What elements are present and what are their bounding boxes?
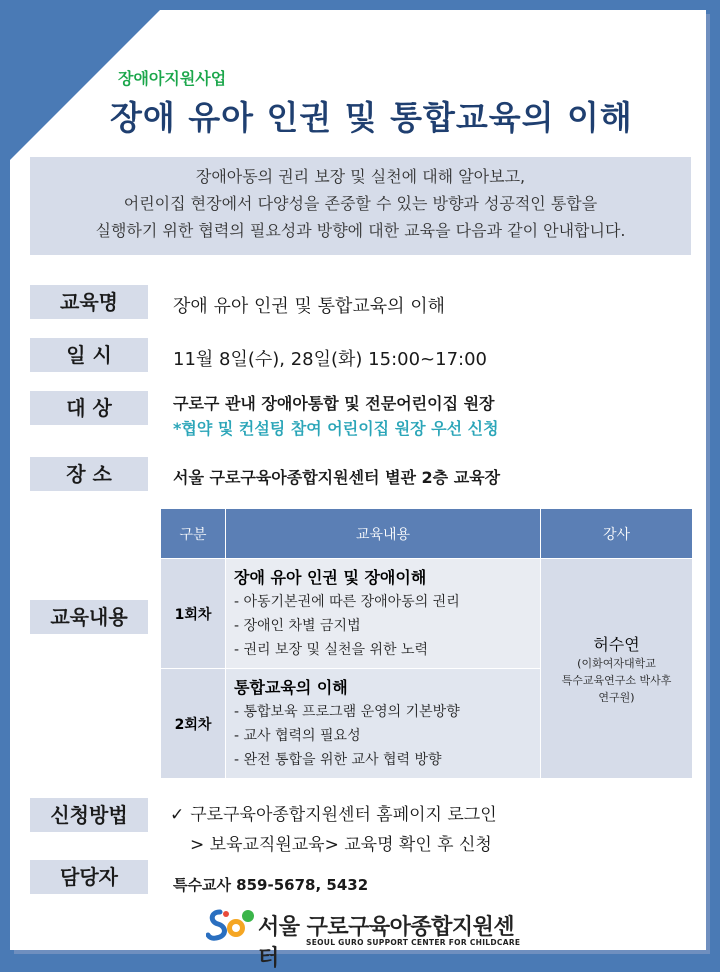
center-logo bbox=[206, 906, 526, 971]
intro-line-1: 장애아동의 권리 보장 및 실천에 대해 알아보고, bbox=[195, 167, 526, 186]
intro-line-2: 어린이집 현장에서 다양성을 존중할 수 있는 방향과 성공적인 통합을 bbox=[123, 194, 598, 213]
table-header-row bbox=[161, 509, 693, 559]
lecturer-affiliation-1: (이화여자대학교 bbox=[577, 656, 656, 670]
list-item: - 아동기본권에 따른 장애아동의 권리 bbox=[234, 594, 460, 610]
apply-line-1 bbox=[170, 800, 497, 830]
list-item: - 통합보육 프로그램 운영의 기본방향 bbox=[234, 704, 460, 720]
label-target: 대 상 bbox=[30, 391, 148, 425]
contact-value: 특수교사 859-5678, 5432 bbox=[173, 876, 369, 894]
course-table bbox=[160, 508, 693, 779]
label-date: 일 시 bbox=[30, 338, 148, 372]
target-notice: *협약 및 컨설팅 참여 어린이집 원장 우선 신청 bbox=[173, 419, 499, 438]
session-2: 2회차 bbox=[161, 669, 226, 779]
lecturer-name: 허수연 bbox=[593, 634, 640, 654]
poster-sheet bbox=[10, 10, 706, 971]
session-1-topic: 장애 유아 인권 및 장애이해 bbox=[234, 568, 427, 587]
logo-mark-icon bbox=[206, 906, 256, 946]
target-value: 구로구 관내 장애아통합 및 전문어린이집 원장 bbox=[173, 394, 495, 413]
session-1-content bbox=[226, 559, 541, 669]
lecturer-affiliation-2: 특수교육연구소 박사후 bbox=[561, 673, 672, 687]
logo-korean-name: 서울 구로구육아종합지원센터 bbox=[258, 915, 515, 971]
header-content: 교육내용 bbox=[226, 509, 541, 559]
intro-line-3: 실행하기 위한 협력의 필요성과 방향에 대한 교육을 다음과 같이 안내합니다. bbox=[95, 221, 626, 240]
date-value: 11월 8일(수), 28일(화) 15:00~17:00 bbox=[173, 349, 488, 370]
session-2-topic: 통합교육의 이해 bbox=[234, 678, 348, 697]
label-content: 교육내용 bbox=[30, 600, 148, 634]
apply-method bbox=[170, 800, 497, 860]
page-title: 장애 유아 인권 및 통합교육의 이해 bbox=[110, 98, 633, 137]
label-course-name: 교육명 bbox=[30, 285, 148, 319]
table-row bbox=[161, 559, 693, 669]
label-contact: 담당자 bbox=[30, 860, 148, 894]
apply-step-1: 구로구육아종합지원센터 홈페이지 로그인 bbox=[190, 805, 497, 825]
lecturer-cell bbox=[541, 559, 693, 779]
label-place: 장 소 bbox=[30, 457, 148, 491]
list-item: - 교사 협력의 필요성 bbox=[234, 728, 361, 744]
list-item: - 권리 보장 및 실천을 위한 노력 bbox=[234, 642, 429, 658]
list-item: - 완전 통합을 위한 교사 협력 방향 bbox=[234, 752, 442, 768]
program-label: 장애아지원사업 bbox=[118, 69, 227, 88]
header-category: 구분 bbox=[161, 509, 226, 559]
check-icon: ✓ bbox=[170, 805, 185, 825]
list-item: - 장애인 차별 금지법 bbox=[234, 618, 361, 634]
apply-step-2: > 보육교직원교육> 교육명 확인 후 신청 bbox=[190, 835, 492, 855]
logo-english-name: SEOUL GURO SUPPORT CENTER FOR CHILDCARE bbox=[306, 938, 521, 947]
label-apply: 신청방법 bbox=[30, 798, 148, 832]
header-lecturer: 강사 bbox=[541, 509, 693, 559]
course-name-value: 장애 유아 인권 및 통합교육의 이해 bbox=[173, 296, 446, 317]
place-value: 서울 구로구육아종합지원센터 별관 2층 교육장 bbox=[173, 468, 501, 487]
session-1: 1회차 bbox=[161, 559, 226, 669]
session-2-content bbox=[226, 669, 541, 779]
intro-box bbox=[30, 157, 691, 255]
lecturer-affiliation-3: 연구원) bbox=[598, 690, 635, 704]
